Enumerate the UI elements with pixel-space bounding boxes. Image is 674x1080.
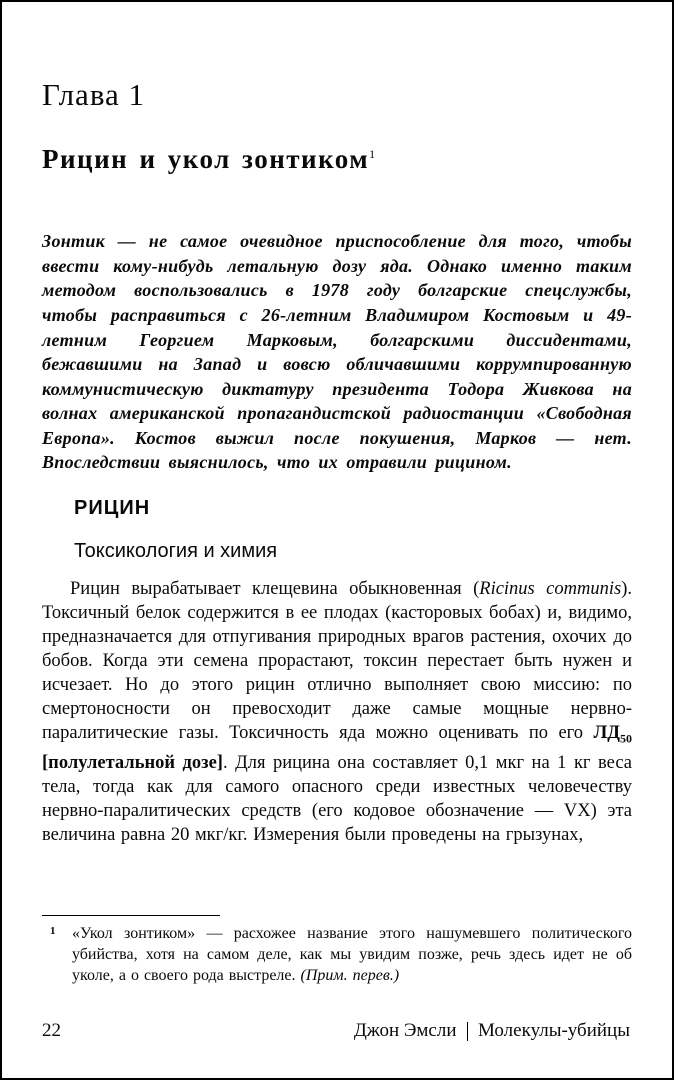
footnote-paragraph: [42, 923, 632, 986]
running-title-book: Молекулы-убийцы: [478, 1020, 630, 1041]
page-footer: [42, 1020, 630, 1042]
subsection-heading: Токсикология и химия: [74, 540, 278, 563]
translator-note: (Прим. перев.): [300, 967, 400, 984]
running-title-divider: [467, 1022, 469, 1041]
ld50-abbr: ЛД: [593, 723, 620, 744]
body-text-part2: ). Токсичный белок содержится в ее плодах (касторовых бобах) и, видимо, предназначается для отпугивания природных врагов растения, охочих до бобов. Когда эти семена прорастают, токсин перестает быть нужен и исчезает. Но до этого рицин отлично выполняет свою миссию: по смертоносности он превосходит даже самые мощные нервно-паралитические газы. Токсичность яда можно оценивать по его: [42, 579, 632, 744]
footnote-text: «Укол зонтиком» — расхожее название этого нашумевшего политического убийства, хотя на самом деле, как мы увидим позже, речь здесь идет не об уколе, а о своего рода выстреле.: [72, 925, 632, 984]
body-paragraph: [42, 577, 632, 847]
body-text-part3: . Для рицина она составляет 0,1 мкг на 1 кг веса тела, тогда как для самого опасного среди известных человечеству нервно-паралитических средств (его кодовое обозначение — VX) эта величина равна 20 мкг/кг. Измерения были проведены на грызунах,: [42, 752, 632, 845]
section-heading: РИЦИН: [74, 497, 151, 520]
chapter-title: [42, 144, 632, 175]
footnote-reference-mark: 1: [369, 147, 376, 162]
ld50-subscript: 50: [620, 731, 632, 746]
chapter-heading: Глава 1: [42, 77, 146, 112]
body-text-part1: Рицин вырабатывает клещевина обыкновенная (: [70, 579, 480, 600]
footnote-number: 1: [50, 925, 56, 937]
page-number: 22: [42, 1020, 61, 1041]
footnote-block: [42, 915, 632, 986]
running-title-author: Джон Эмсли: [353, 1020, 457, 1041]
epigraph-paragraph: Зонтик — не самое очевидное приспособление для того, чтобы ввести кому-нибудь летальную дозу яда. Однако именно таким методом воспользовались в 1978 году болгарские спецслужбы, чтобы расправиться с 26-летним Владимиром Костовым и 49-летним Георгием Марковым, болгарскими диссидентами, бежавшими на Запад и вовсю обличавшими коррумпированную коммунистическую диктатуру президента Тодора Живкова на волнах американской пропагандистской радиостанции «Свободная Европа». Костов выжил после покушения, Марков — нет. Впоследствии выяснилось, что их отравили рицином.: [42, 231, 632, 473]
footnote-divider-rule: [42, 915, 220, 916]
ld50-definition: [полулетальной дозе]: [42, 752, 223, 773]
chapter-title-text: Рицин и укол зонтиком: [42, 144, 370, 175]
running-title: [354, 1020, 630, 1042]
latin-species-name: Ricinus communis: [479, 579, 622, 600]
